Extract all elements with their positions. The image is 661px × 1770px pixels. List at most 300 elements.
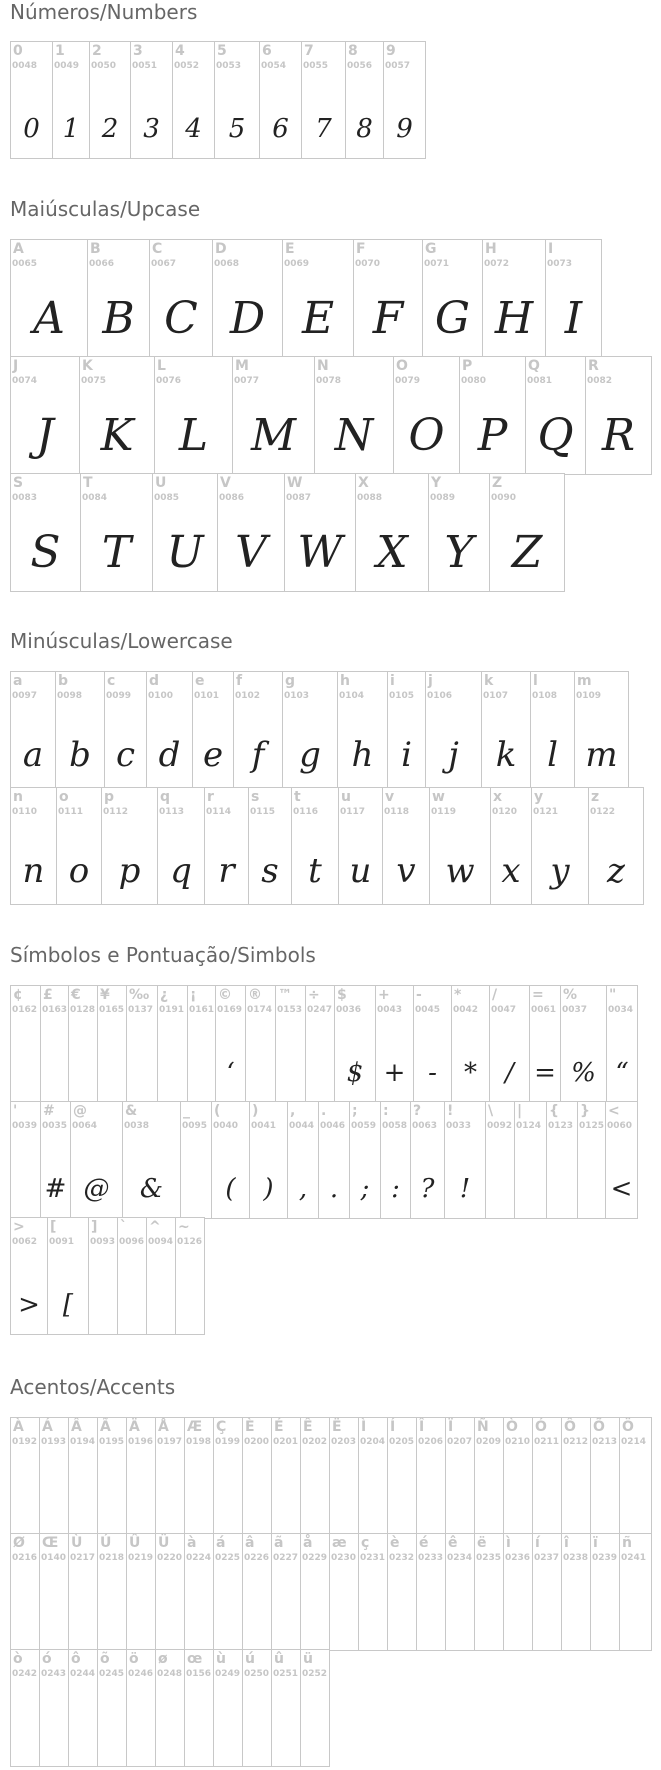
glyph-character: *	[454, 987, 462, 1003]
glyph-cell	[380, 1101, 411, 1219]
glyph-code: 0047	[491, 1005, 517, 1015]
glyph-character: @	[73, 1103, 87, 1119]
glyph-code: 0229	[302, 1553, 328, 1563]
glyph-code: 0056	[347, 61, 373, 71]
glyph-code: 0211	[534, 1437, 560, 1447]
glyph-cell	[334, 985, 376, 1103]
glyph-sample: &	[139, 1174, 164, 1204]
glyph-character: ÷	[308, 987, 320, 1003]
glyph-character: C	[152, 241, 163, 257]
glyph-code: 0224	[186, 1553, 212, 1563]
glyph-cell	[80, 473, 153, 592]
glyph-code: 0035	[42, 1121, 68, 1131]
glyph-sample: )	[263, 1174, 274, 1204]
glyph-cell	[152, 473, 218, 592]
glyph-character: K	[82, 358, 93, 374]
glyph-cell	[590, 1417, 620, 1535]
glyph-character: F	[356, 241, 366, 257]
glyph-sample: :	[391, 1174, 400, 1204]
glyph-character: R	[588, 358, 599, 374]
glyph-character: a	[13, 673, 23, 689]
glyph-cell	[157, 787, 205, 905]
glyph-code: 0220	[157, 1553, 183, 1563]
glyph-sample: ‘	[226, 1058, 235, 1088]
glyph-code: 0096	[119, 1237, 145, 1247]
glyph-cell	[619, 1533, 652, 1651]
glyph-character: P	[462, 358, 473, 374]
glyph-character: "	[609, 987, 617, 1003]
glyph-code: 0248	[157, 1669, 183, 1679]
glyph-code: 0040	[213, 1121, 239, 1131]
glyph-character: é	[419, 1535, 429, 1551]
glyph-cell	[232, 356, 315, 475]
glyph-code: 0073	[547, 259, 573, 269]
glyph-cell	[10, 356, 80, 475]
glyph-code: 0205	[389, 1437, 415, 1447]
glyph-character: L	[157, 358, 166, 374]
glyph-cell	[187, 985, 216, 1103]
glyph-code: 0090	[491, 493, 517, 503]
glyph-code: 0251	[273, 1669, 299, 1679]
glyph-character: O	[396, 358, 408, 374]
glyph-cell	[10, 1101, 41, 1219]
glyph-character: ¥	[100, 987, 110, 1003]
glyph-cell	[213, 1533, 243, 1651]
glyph-code: 0069	[284, 259, 310, 269]
glyph-cell	[68, 1417, 98, 1535]
glyph-character: ù	[216, 1651, 226, 1667]
glyph-sample: (	[225, 1174, 236, 1204]
glyph-character: ©	[218, 987, 232, 1003]
glyph-code: 0062	[12, 1237, 38, 1247]
glyph-character: c	[107, 673, 116, 689]
glyph-code: 0060	[607, 1121, 633, 1131]
glyph-character: 9	[386, 43, 396, 59]
glyph-cell	[445, 1417, 475, 1535]
glyph-cell	[259, 41, 302, 159]
glyph-cell	[291, 787, 339, 905]
glyph-cell	[104, 671, 147, 789]
glyph-cell	[56, 787, 102, 905]
glyph-code: 0074	[12, 376, 38, 386]
glyph-character: Ï	[448, 1419, 454, 1435]
glyph-cell	[474, 1533, 504, 1651]
glyph-cell	[301, 41, 346, 159]
glyph-cell	[184, 1649, 214, 1767]
glyph-cell	[425, 671, 482, 789]
glyph-sample: o	[68, 851, 90, 891]
glyph-cell	[101, 787, 158, 905]
glyph-sample: 5	[228, 114, 246, 144]
glyph-cell	[275, 985, 306, 1103]
glyph-cell	[358, 1533, 388, 1651]
glyph-character: W	[287, 475, 303, 491]
glyph-sample: Q	[537, 410, 574, 461]
glyph-cell	[155, 1533, 185, 1651]
glyph-sample: e	[202, 735, 224, 775]
glyph-code: 0203	[331, 1437, 357, 1447]
glyph-character: õ	[100, 1651, 110, 1667]
glyph-sample: f	[251, 735, 265, 775]
glyph-code: 0235	[476, 1553, 502, 1563]
glyph-character: È	[245, 1419, 255, 1435]
glyph-cell	[10, 1217, 48, 1335]
glyph-character: ™	[278, 987, 292, 1003]
glyph-sample: g	[299, 735, 321, 775]
glyph-code: 0059	[351, 1121, 377, 1131]
glyph-character: <	[608, 1103, 620, 1119]
glyph-code: 0242	[12, 1669, 38, 1679]
glyph-cell	[305, 985, 335, 1103]
glyph-character: ‰	[129, 987, 150, 1003]
glyph-sample: F	[372, 293, 404, 344]
glyph-sample: D	[229, 293, 266, 344]
glyph-cell	[215, 985, 246, 1103]
glyph-sample: R	[601, 410, 636, 461]
glyph-code: 0122	[590, 807, 616, 817]
glyph-code: 0214	[621, 1437, 647, 1447]
glyph-character: d	[149, 673, 160, 689]
glyph-code: 0117	[340, 807, 366, 817]
glyph-code: 0063	[412, 1121, 438, 1131]
glyph-code: 0048	[12, 61, 38, 71]
glyph-code: 0121	[533, 807, 559, 817]
glyph-cell	[97, 1417, 127, 1535]
section-title: Maiúsculas/Upcase	[10, 197, 201, 221]
glyph-cell	[387, 1417, 417, 1535]
glyph-character: /	[492, 987, 498, 1003]
glyph-cell	[214, 41, 260, 159]
glyph-code: 0124	[516, 1121, 542, 1131]
glyph-cell	[192, 671, 234, 789]
glyph-code: 0097	[12, 691, 38, 701]
glyph-code: 0123	[548, 1121, 574, 1131]
glyph-code: 0038	[124, 1121, 150, 1131]
glyph-character: É	[274, 1419, 284, 1435]
glyph-cell	[588, 787, 644, 905]
glyph-cell	[212, 239, 283, 358]
glyph-sample: 0	[23, 114, 40, 144]
glyph-code: 0089	[430, 493, 456, 503]
glyph-code: 0128	[70, 1005, 96, 1015]
glyph-code: 0213	[592, 1437, 618, 1447]
glyph-character: Ã	[100, 1419, 111, 1435]
glyph-cell	[410, 1101, 445, 1219]
glyph-sample: +	[383, 1058, 406, 1088]
glyph-cell	[474, 1417, 504, 1535]
glyph-sample: l	[547, 735, 558, 775]
section-title: Minúsculas/Lowercase	[10, 629, 233, 653]
glyph-sample: c	[115, 735, 136, 775]
glyph-cell	[428, 473, 490, 592]
glyph-code: 0169	[217, 1005, 243, 1015]
glyph-cell	[39, 1417, 69, 1535]
glyph-code: 0120	[492, 807, 518, 817]
glyph-code: 0076	[156, 376, 182, 386]
glyph-character: 2	[92, 43, 102, 59]
glyph-cell	[416, 1417, 446, 1535]
glyph-character: +	[378, 987, 390, 1003]
glyph-cell	[605, 1101, 638, 1219]
glyph-character: 5	[217, 43, 227, 59]
glyph-code: 0126	[177, 1237, 203, 1247]
glyph-character: r	[207, 789, 214, 805]
glyph-code: 0114	[206, 807, 232, 817]
glyph-code: 0234	[447, 1553, 473, 1563]
glyph-character: k	[484, 673, 494, 689]
glyph-code: 0075	[81, 376, 107, 386]
glyph-character: T	[83, 475, 93, 491]
glyph-character: œ	[187, 1651, 203, 1667]
glyph-code: 0046	[320, 1121, 346, 1131]
glyph-cell	[204, 787, 249, 905]
glyph-sample: z	[607, 851, 625, 891]
glyph-cell	[329, 1417, 359, 1535]
glyph-cell	[89, 41, 131, 159]
glyph-cell	[40, 985, 69, 1103]
glyph-character: ^	[149, 1219, 161, 1235]
glyph-code: 0108	[532, 691, 558, 701]
glyph-code: 0052	[174, 61, 200, 71]
glyph-code: 0198	[186, 1437, 212, 1447]
glyph-cell	[242, 1533, 272, 1651]
glyph-code: 0218	[99, 1553, 125, 1563]
glyph-code: 0036	[336, 1005, 362, 1015]
glyph-sample: 3	[143, 114, 160, 144]
glyph-cell	[530, 671, 575, 789]
glyph-character: ¢	[13, 987, 23, 1003]
glyph-cell	[211, 1101, 250, 1219]
glyph-character: 4	[175, 43, 185, 59]
glyph-character: S	[13, 475, 24, 491]
glyph-cell	[117, 1217, 147, 1335]
glyph-character: w	[432, 789, 445, 805]
glyph-character: ò	[13, 1651, 23, 1667]
glyph-character: )	[252, 1103, 259, 1119]
glyph-code: 0033	[446, 1121, 472, 1131]
glyph-cell	[10, 1533, 40, 1651]
glyph-character: \	[488, 1103, 494, 1119]
glyph-sample: 9	[396, 114, 413, 144]
glyph-code: 0118	[384, 807, 410, 817]
glyph-sample: N	[334, 410, 374, 461]
glyph-character: X	[358, 475, 369, 491]
glyph-code: 0055	[303, 61, 329, 71]
glyph-cell	[242, 1417, 272, 1535]
glyph-character: ç	[361, 1535, 370, 1551]
glyph-character: ¿	[160, 987, 169, 1003]
glyph-character: n	[13, 789, 23, 805]
glyph-sample: V	[235, 527, 267, 578]
glyph-character: ,	[290, 1103, 296, 1119]
glyph-cell	[481, 671, 531, 789]
glyph-code: 0197	[157, 1437, 183, 1447]
glyph-cell	[126, 985, 158, 1103]
glyph-sample: j	[448, 735, 459, 775]
glyph-code: 0191	[159, 1005, 185, 1015]
glyph-character: !	[447, 1103, 454, 1119]
section-title: Números/Numbers	[10, 0, 198, 24]
glyph-cell	[485, 1101, 515, 1219]
glyph-cell	[338, 787, 383, 905]
glyph-cell	[184, 1417, 214, 1535]
glyph-code: 0084	[82, 493, 108, 503]
glyph-character: o	[59, 789, 69, 805]
glyph-code: 0225	[215, 1553, 241, 1563]
glyph-sample: 7	[315, 114, 332, 144]
glyph-character: ó	[42, 1651, 52, 1667]
glyph-sample: 6	[272, 114, 289, 144]
glyph-code: 0042	[453, 1005, 479, 1015]
glyph-code: 0217	[70, 1553, 96, 1563]
glyph-cell	[154, 356, 233, 475]
glyph-cell	[282, 671, 338, 789]
glyph-cell	[482, 239, 546, 358]
glyph-code: 0115	[250, 807, 276, 817]
glyph-sample: “	[615, 1058, 629, 1088]
glyph-code: 0044	[289, 1121, 315, 1131]
glyph-character: 7	[304, 43, 314, 59]
glyph-cell	[545, 239, 602, 358]
glyph-sample: B	[102, 293, 135, 344]
glyph-character: Û	[129, 1535, 141, 1551]
glyph-sample: %	[571, 1058, 596, 1088]
glyph-character: ï	[593, 1535, 598, 1551]
glyph-character: ñ	[622, 1535, 632, 1551]
glyph-character: Õ	[593, 1419, 605, 1435]
glyph-code: 0194	[70, 1437, 96, 1447]
glyph-character: D	[215, 241, 227, 257]
glyph-cell	[97, 1533, 127, 1651]
glyph-character: `	[120, 1219, 127, 1235]
glyph-cell	[606, 985, 638, 1103]
glyph-character: €	[71, 987, 81, 1003]
glyph-cell	[10, 787, 57, 905]
glyph-character: {	[549, 1103, 559, 1119]
glyph-code: 0204	[360, 1437, 386, 1447]
glyph-cell	[531, 787, 589, 905]
glyph-cell	[444, 1101, 486, 1219]
glyph-code: 0054	[261, 61, 287, 71]
glyph-sample: q	[170, 851, 192, 891]
glyph-cell	[70, 1101, 123, 1219]
glyph-code: 0230	[331, 1553, 357, 1563]
glyph-code: 0078	[316, 376, 342, 386]
glyph-character: -	[416, 987, 422, 1003]
glyph-cell	[213, 1649, 243, 1767]
glyph-cell	[155, 1417, 185, 1535]
glyph-sample: h	[351, 735, 374, 775]
glyph-code: 0081	[527, 376, 553, 386]
glyph-code: 0236	[505, 1553, 531, 1563]
glyph-character: Y	[431, 475, 442, 491]
glyph-cell	[10, 1417, 40, 1535]
glyph-sample: i	[401, 735, 412, 775]
glyph-cell	[358, 1417, 388, 1535]
glyph-cell	[180, 1101, 212, 1219]
glyph-cell	[383, 41, 426, 159]
glyph-character: ü	[303, 1651, 313, 1667]
glyph-sample: J	[36, 410, 54, 461]
glyph-character: H	[485, 241, 497, 257]
glyph-cell	[217, 473, 285, 592]
glyph-cell	[532, 1417, 562, 1535]
glyph-character: Â	[71, 1419, 82, 1435]
glyph-sample: k	[495, 735, 517, 775]
glyph-character: N	[317, 358, 329, 374]
glyph-code: 0039	[12, 1121, 38, 1131]
glyph-sample: d	[158, 735, 181, 775]
glyph-character: ~	[178, 1219, 190, 1235]
glyph-character: V	[220, 475, 231, 491]
glyph-cell	[68, 985, 98, 1103]
glyph-cell	[349, 1101, 381, 1219]
glyph-code: 0086	[219, 493, 245, 503]
glyph-code: 0094	[148, 1237, 174, 1247]
glyph-cell	[345, 41, 384, 159]
glyph-cell	[329, 1533, 359, 1651]
glyph-sample: <	[610, 1174, 633, 1204]
glyph-cell	[287, 1101, 319, 1219]
glyph-sample: m	[585, 735, 618, 775]
glyph-sample: b	[69, 735, 91, 775]
glyph-cell	[146, 671, 193, 789]
glyph-sample: [	[62, 1290, 74, 1320]
glyph-sample: T	[101, 527, 132, 578]
glyph-code: 0227	[273, 1553, 299, 1563]
glyph-character: À	[13, 1419, 24, 1435]
glyph-code: 0250	[244, 1669, 270, 1679]
glyph-sample: 4	[185, 114, 202, 144]
glyph-sample: a	[22, 735, 44, 775]
glyph-sample: p	[118, 851, 141, 891]
glyph-cell	[40, 1101, 71, 1219]
glyph-code: 0070	[355, 259, 381, 269]
glyph-code: 0099	[106, 691, 132, 701]
glyph-code: 0162	[12, 1005, 38, 1015]
glyph-code: 0156	[186, 1669, 212, 1679]
glyph-code: 0244	[70, 1669, 96, 1679]
glyph-code: 0103	[284, 691, 310, 701]
glyph-sample: =	[534, 1058, 556, 1088]
glyph-code: 0247	[307, 1005, 333, 1015]
glyph-character: Ë	[332, 1419, 342, 1435]
glyph-sample: Y	[444, 527, 474, 578]
glyph-character: Ì	[361, 1419, 367, 1435]
glyph-code: 0200	[244, 1437, 270, 1447]
glyph-code: 0112	[103, 807, 129, 817]
glyph-sample: y	[550, 851, 570, 891]
glyph-code: 0102	[235, 691, 261, 701]
glyph-sample: G	[434, 293, 471, 344]
glyph-code: 0107	[483, 691, 509, 701]
glyph-code: 0066	[89, 259, 115, 269]
glyph-sample: U	[166, 527, 204, 578]
glyph-sample: I	[564, 293, 583, 344]
glyph-character: ô	[71, 1651, 81, 1667]
glyph-sample: >	[18, 1290, 40, 1320]
glyph-cell	[248, 787, 292, 905]
glyph-character: Z	[492, 475, 503, 491]
glyph-character: ;	[352, 1103, 358, 1119]
glyph-character: 0	[13, 43, 23, 59]
glyph-cell	[318, 1101, 350, 1219]
glyph-sample: P	[477, 410, 508, 461]
glyph-cell	[429, 787, 491, 905]
glyph-code: 0239	[592, 1553, 618, 1563]
glyph-cell	[122, 1101, 181, 1219]
glyph-code: 0058	[382, 1121, 408, 1131]
